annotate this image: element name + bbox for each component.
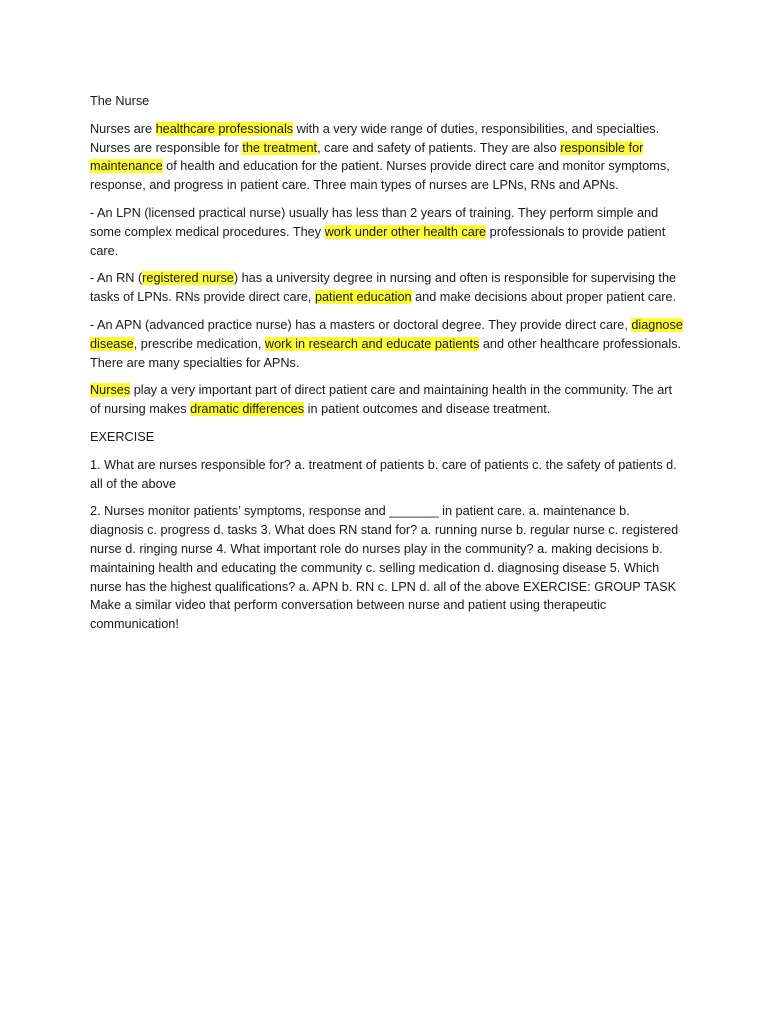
- paragraph: [90, 120, 686, 195]
- document-body: [90, 120, 686, 634]
- text-run: and other healthcare professionals. There are many specialties for APNs.: [90, 336, 682, 370]
- highlighted-text: healthcare professionals: [155, 121, 294, 136]
- paragraph: [90, 456, 686, 494]
- document-page: [90, 92, 686, 643]
- paragraph: [90, 381, 686, 419]
- highlighted-text: responsible for maintenance: [90, 140, 644, 174]
- text-run: - An LPN (licensed practical nurse) usually has less than 2 years of training. They perform simple and some complex medical procedures. They: [90, 205, 659, 239]
- text-run: professionals to provide patient care.: [90, 224, 666, 258]
- text-run: play a very important part of direct patient care and maintaining health in the community. The art of nursing makes: [90, 383, 673, 417]
- highlighted-text: Nurses: [90, 383, 131, 398]
- document-title: The Nurse: [90, 94, 150, 108]
- paragraph: [90, 269, 686, 307]
- highlighted-text: diagnose disease: [90, 317, 683, 351]
- text-run: 1. What are nurses responsible for? a. treatment of patients b. care of patients c. the safety of patients d. all of the above: [90, 457, 677, 491]
- text-run: , care and safety of patients. They are also: [317, 140, 561, 155]
- text-run: - An APN (advanced practice nurse) has a masters or doctoral degree. They provide direct care,: [90, 317, 632, 332]
- highlighted-text: patient education: [314, 290, 412, 305]
- text-run: Nurses are: [90, 121, 156, 136]
- text-run: and make decisions about proper patient care.: [411, 290, 677, 305]
- highlighted-text: dramatic differences: [190, 402, 305, 417]
- text-run: with a very wide range of duties, responsibilities, and specialties. Nurses are responsible for: [90, 121, 660, 155]
- text-run: 2. Nurses monitor patients’ symptoms, response and _______ in patient care. a. maintenance b. diagnosis c. progress d. tasks 3. What does RN stand for? a. running nurse b. regular nurse c. registered nurse d. ringing nurse 4. What important role do nurses play in the community? a. making decisions b. maintaining health and educating the community c. selling medication d. diagnosing disease 5. Which nurse has the highest qualifications? a. APN b. RN c. LPN d. all of the above EXERCISE: GROUP TASK Make a similar video that perform conversation between nurse and patient using therapeutic communication!: [90, 504, 679, 632]
- highlighted-text: registered nurse: [142, 271, 234, 286]
- text-run: - An RN (: [90, 271, 143, 286]
- highlighted-text: work in research and educate patients: [264, 336, 480, 351]
- text-run: EXERCISE: [90, 429, 155, 444]
- highlighted-text: work under other health care: [324, 224, 487, 239]
- paragraph: [90, 204, 686, 260]
- text-run: ) has a university degree in nursing and often is responsible for supervising the tasks of LPNs. RNs provide direct care,: [90, 271, 677, 305]
- highlighted-text: the treatment: [242, 140, 318, 155]
- text-run: in patient outcomes and disease treatment.: [304, 402, 551, 417]
- text-run: of health and education for the patient. Nurses provide direct care and monitor symptoms, response, and progress in patient care. Three main types of nurses are LPNs, RNs and APNs.: [90, 159, 670, 193]
- text-run: , prescribe medication,: [133, 336, 265, 351]
- paragraph: [90, 316, 686, 372]
- paragraph: [90, 428, 686, 447]
- paragraph: [90, 502, 686, 634]
